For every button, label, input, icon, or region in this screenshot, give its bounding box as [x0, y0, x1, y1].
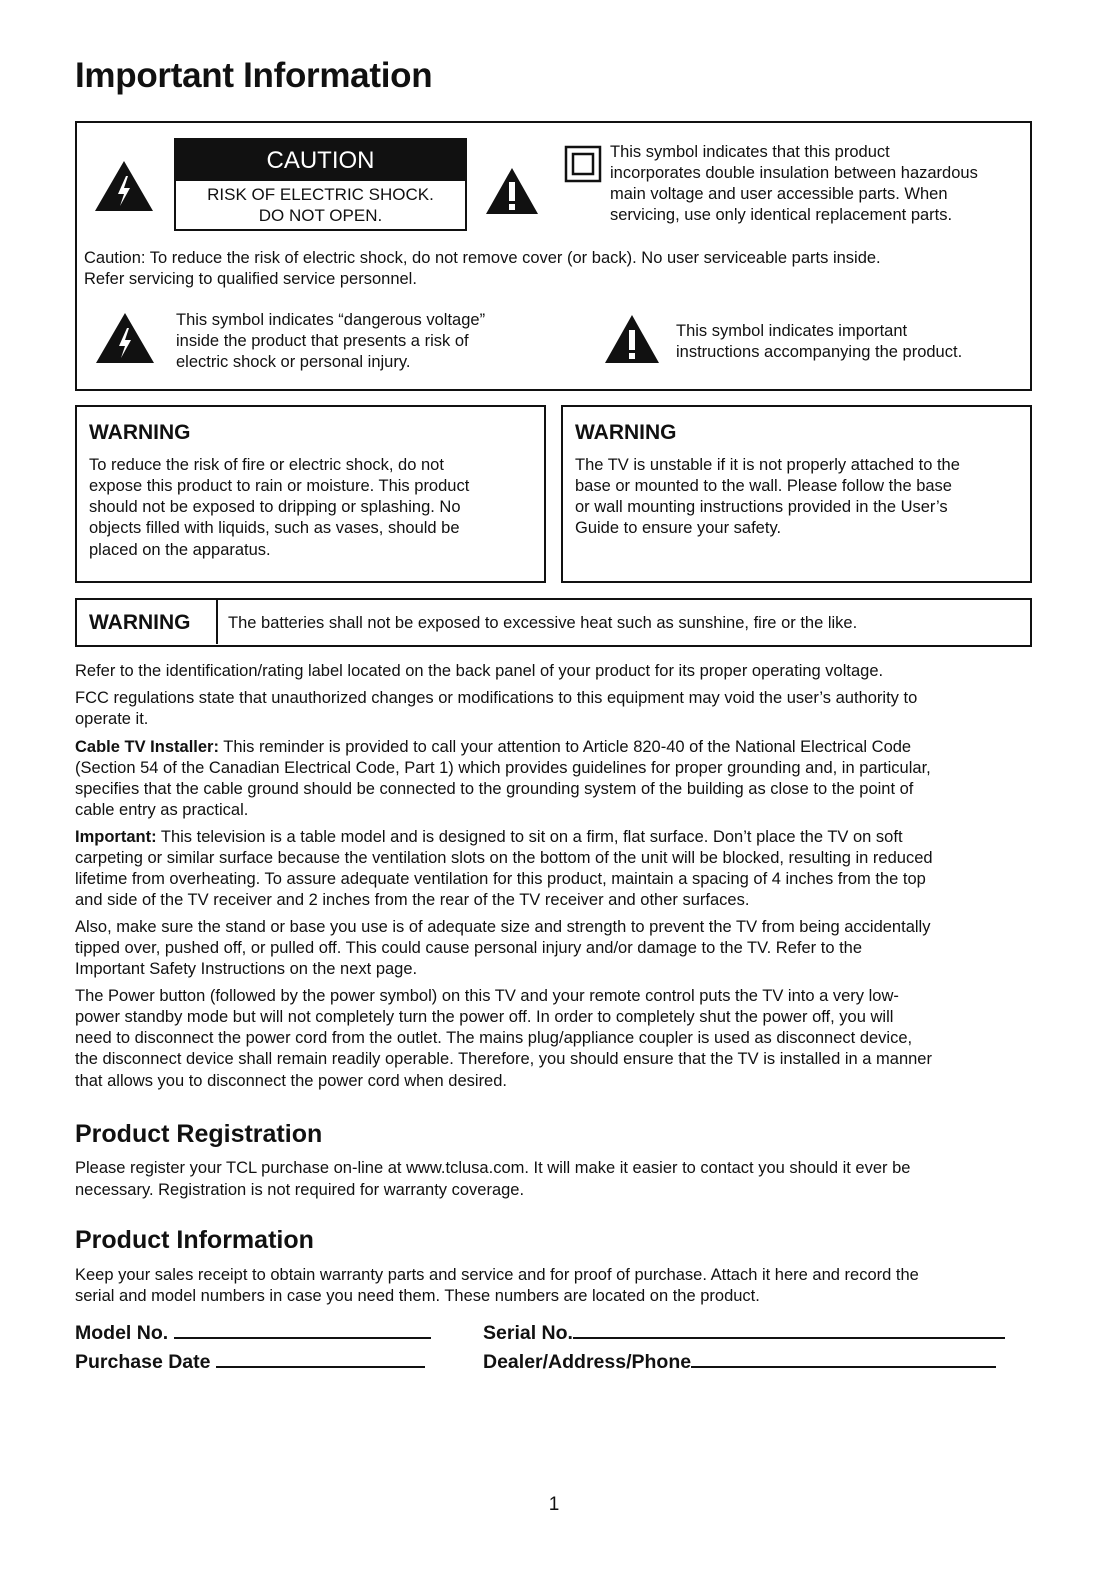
warning-text-line: or wall mounting instructions provided in the User’s [575, 498, 948, 516]
voltage-symbol-text-3: electric shock or personal injury. [176, 353, 411, 371]
warning-title: WARNING [89, 611, 191, 634]
cable-installer-label: Cable TV Installer: [75, 738, 219, 756]
product-info-text: serial and model numbers in case you need them. These numbers are located on the product. [75, 1287, 760, 1305]
paragraph-line: lifetime from overheating. To assure adequate ventilation for this product, maintain a spacing of 4 inches from the top [75, 870, 926, 888]
paragraph-line: Refer to the identification/rating label located on the back panel of your product for its proper operating voltage. [75, 662, 884, 680]
purchase-date-label: Purchase Date [75, 1351, 211, 1373]
serial-number-label: Serial No. [483, 1322, 573, 1344]
paragraph-line: the disconnect device shall remain readily operable. Therefore, you should ensure that the TV is installed in a manner [75, 1050, 932, 1068]
product-info-text: Keep your sales receipt to obtain warranty parts and service and for proof of purchase. Attach it here and record the [75, 1266, 919, 1284]
important-label: Important: [75, 828, 157, 846]
paragraph-line: that allows you to disconnect the power cord when desired. [75, 1072, 507, 1090]
paragraph-line: Also, make sure the stand or base you use is of adequate size and strength to prevent the TV from being accidentally [75, 918, 931, 936]
voltage-symbol-text-1: This symbol indicates “dangerous voltage” [176, 311, 486, 329]
double-insulation-text-2: incorporates double insulation between hazardous [610, 164, 978, 182]
paragraph-line: Important Safety Instructions on the next page. [75, 960, 418, 978]
warning-box-moisture [75, 405, 546, 583]
caution-label-heading: CAUTION [176, 140, 465, 181]
caution-text-2: Refer servicing to qualified service personnel. [84, 270, 417, 288]
purchase-date-blank [216, 1348, 425, 1368]
electric-shock-warning-icon [93, 159, 155, 213]
dealer-label: Dealer/Address/Phone [483, 1351, 692, 1373]
important-symbol-text-2: instructions accompanying the product. [676, 343, 963, 361]
warning-text-line: should not be exposed to dripping or splashing. No [89, 498, 461, 516]
caution-text-1: Caution: To reduce the risk of electric shock, do not remove cover (or back). No user serviceable parts inside. [84, 249, 881, 267]
paragraph-line [75, 827, 1035, 848]
exclamation-warning-icon [484, 166, 540, 216]
registration-heading: Product Registration [75, 1120, 323, 1148]
double-insulation-text-4: servicing, use only identical replacement parts. [610, 206, 953, 224]
warning-text-line: To reduce the risk of fire or electric shock, do not [89, 456, 444, 474]
serial-number-field [483, 1319, 1005, 1345]
product-info-heading: Product Information [75, 1226, 314, 1254]
warning-text-line: expose this product to rain or moisture. This product [89, 477, 470, 495]
warning-box-stability [561, 405, 1032, 583]
paragraph-line: specifies that the cable ground should be connected to the grounding system of the building as close to the point of [75, 780, 914, 798]
warning-text-line: Guide to ensure your safety. [575, 519, 782, 537]
paragraph-line: The Power button (followed by the power symbol) on this TV and your remote control puts the TV into a very low- [75, 987, 899, 1005]
paragraph-line: need to disconnect the power cord from the outlet. The mains plug/appliance coupler is used as disconnect device, [75, 1029, 913, 1047]
dealer-field [483, 1348, 996, 1374]
dangerous-voltage-icon [94, 311, 156, 365]
voltage-symbol-text-2: inside the product that presents a risk of [176, 332, 469, 350]
warning-box-battery [75, 598, 1032, 647]
important-instructions-icon [603, 313, 661, 365]
paragraph-line: (Section 54 of the Canadian Electrical Code, Part 1) which provides guidelines for proper grounding and, in particular, [75, 759, 931, 777]
warning-text-line: placed on the apparatus. [89, 541, 271, 559]
registration-text: Please register your TCL purchase on-line at www.tclusa.com. It will make it easier to contact you should it ever be [75, 1159, 911, 1177]
warning-title: WARNING [575, 421, 677, 444]
model-number-blank [174, 1319, 431, 1339]
dealer-blank [691, 1348, 996, 1368]
caution-box [75, 121, 1032, 391]
paragraph-line: cable entry as practical. [75, 801, 249, 819]
warning-text-line: The TV is unstable if it is not properly attached to the [575, 456, 960, 474]
paragraph-line: FCC regulations state that unauthorized changes or modifications to this equipment may void the user’s authority to [75, 689, 918, 707]
paragraph-line [75, 737, 1035, 758]
paragraph-line: power standby mode but will not completely turn the power off. In order to completely shut the power off, you will [75, 1008, 894, 1026]
warning-text-line: objects filled with liquids, such as vases, should be [89, 519, 460, 537]
serial-number-blank [573, 1319, 1005, 1339]
paragraph-line: operate it. [75, 710, 149, 728]
page-number: 1 [548, 1494, 560, 1515]
purchase-date-field [75, 1348, 425, 1374]
paragraph-line: and side of the TV receiver and 2 inches from the rear of the TV receiver and other surfaces. [75, 891, 750, 909]
paragraph-text: This television is a table model and is designed to sit on a firm, flat surface. Don’t place the TV on soft [156, 828, 903, 846]
paragraph-line: tipped over, pushed off, or pulled off. This could cause personal injury and/or damage to the TV. Refer to the [75, 939, 863, 957]
model-number-label: Model No. [75, 1322, 169, 1344]
caution-label-line-1: RISK OF ELECTRIC SHOCK. [207, 185, 434, 204]
model-number-field [75, 1319, 431, 1345]
warning-text-line: base or mounted to the wall. Please follow the base [575, 477, 952, 495]
caution-label-line-2: DO NOT OPEN. [258, 206, 383, 225]
double-insulation-text-1: This symbol indicates that this product [610, 143, 890, 161]
battery-warning-text: The batteries shall not be exposed to excessive heat such as sunshine, fire or the like. [228, 614, 858, 632]
registration-text: necessary. Registration is not required for warranty coverage. [75, 1181, 525, 1199]
paragraph-text: This reminder is provided to call your attention to Article 820-40 of the National Electrical Code [218, 738, 912, 756]
caution-label [174, 138, 467, 231]
divider [216, 600, 218, 644]
warning-title: WARNING [89, 421, 191, 444]
important-symbol-text-1: This symbol indicates important [676, 322, 908, 340]
double-insulation-icon [564, 145, 602, 183]
page-title: Important Information [75, 56, 433, 95]
paragraph-line: carpeting or similar surface because the ventilation slots on the bottom of the unit will be blocked, resulting in reduced [75, 849, 933, 867]
double-insulation-text-3: main voltage and user accessible parts. When [610, 185, 948, 203]
